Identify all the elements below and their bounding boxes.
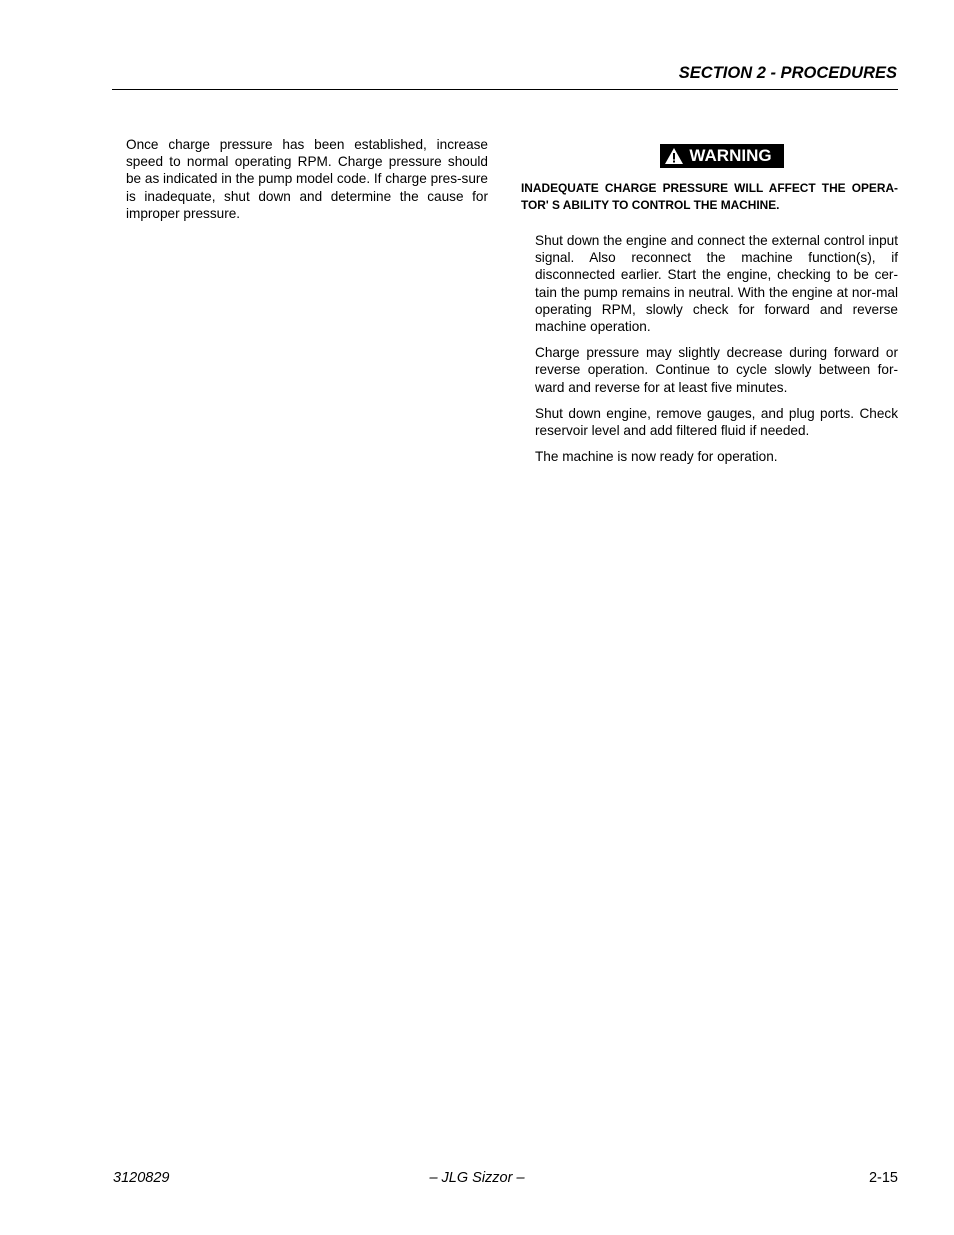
header-divider (112, 89, 898, 90)
left-column (126, 136, 488, 222)
footer-doc-number: 3120829 (113, 1170, 170, 1186)
footer-product: – JLG Sizzor – (429, 1170, 525, 1186)
warning-triangle-icon (664, 147, 684, 165)
right-column (521, 144, 898, 465)
warning-label: WARNING (689, 146, 772, 165)
ready-paragraph: The machine is now ready for operation. (535, 449, 778, 465)
warning-block (521, 144, 898, 170)
section-title: SECTION 2 - PROCEDURES (678, 64, 897, 82)
warning-text: INADEQUATE CHARGE PRESSURE WILL AFFECT THE OPERA-TOR' S ABILITY TO CONTROL THE MACHINE. (521, 181, 898, 212)
shutdown-paragraph: Shut down engine, remove gauges, and plug ports. Check reservoir level and add filtered fluid if needed. (535, 405, 898, 439)
footer-page-number: 2-15 (868, 1170, 898, 1186)
cycle-paragraph: Charge pressure may slightly decrease during forward or reverse operation. Continue to cycle slowly between for-ward and reverse for at least five minutes. (535, 345, 898, 395)
reconnect-paragraph: Shut down the engine and connect the external control input signal. Also reconnect the machine function(s), if disconnected earlier. Start the engine, checking to be cer-tain the pump remains in neutral. With the engine at nor-mal operating RPM, slowly check for forward and reverse machine operation. (535, 233, 898, 335)
charge-pressure-paragraph: Once charge pressure has been established, increase speed to normal operating RPM. Charge pressure should be as indicated in the pump model code. If charge pres-sure is inadequate, shut down and determine the cause for improper pressure. (126, 137, 488, 221)
warning-badge (660, 144, 783, 168)
